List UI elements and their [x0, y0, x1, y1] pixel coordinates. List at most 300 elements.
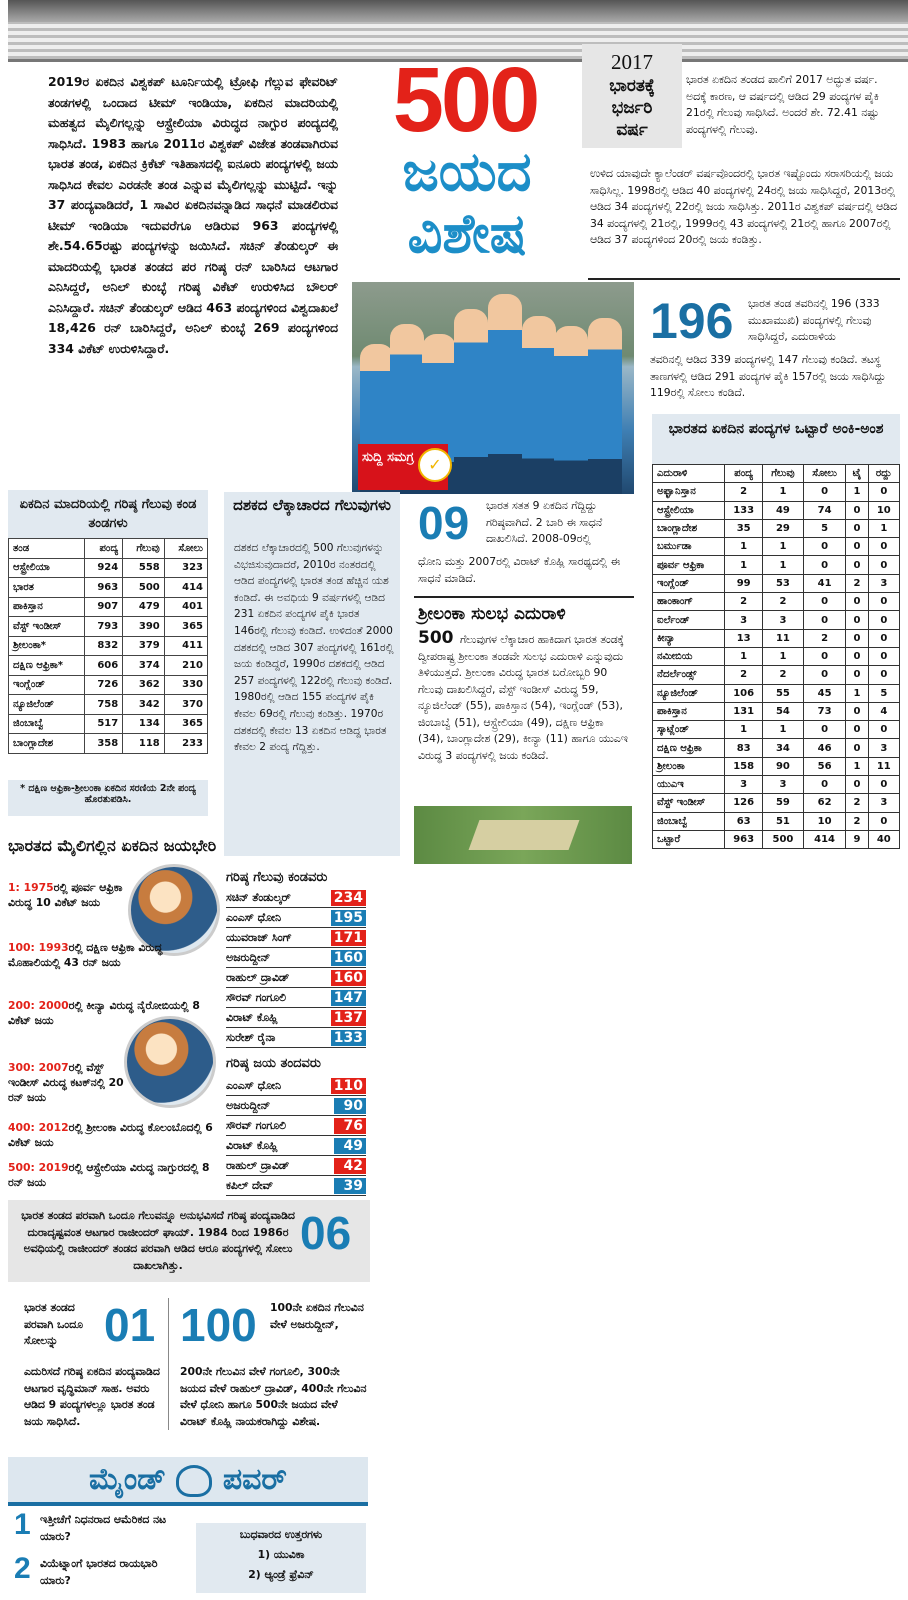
question-1: ಇತ್ತೀಚೆಗೆ ನಿಧನರಾದ ಆಮೆರಿಕದ ನಟ ಯಾರು? [40, 1513, 167, 1543]
leader-count: 137 [331, 1010, 366, 1026]
table-cell: 0 [803, 666, 845, 684]
table-row [653, 556, 900, 574]
srilanka-text: ಗೆಲುವುಗಳ ಲೆಕ್ಕಾಚಾರ ಹಾಕಿದಾಗ ಭಾರತ ತಂಡಕ್ಕೆ ದ್ವೀಪರಾಷ್ಟ್ರ ಶ್ರೀಲಂಕಾ ತಂಡವೇ ಸುಲಭ ಎದುರಾಳಿ ಎನ್ನುವುದು ತಿಳಿಯುತ್ತದೆ. ಶ್ರೀಲಂಕಾ ವಿರುದ್ಧ ಭಾರತ ಬರೋಬ್ಬರಿ 90 ಗೆಲುವು ದಾಖಲಿಸಿದ್ದರೆ, ವೆಸ್ಟ್ ಇಂಡೀಸ್ ವಿರುದ್ಧ 59, ನ್ಯೂಜಿಲೆಂಡ್ (55), ಪಾಕಿಸ್ತಾನ (54), ಇಂಗ್ಲೆಂಡ್ (53), ಜಿಂಬಾಬ್ವೆ (51), ಆಸ್ಟ್ರೇಲಿಯಾ (49), ದಕ್ಷಿಣ ಆಫ್ರಿಕಾ (34), ಬಾಂಗ್ಲಾದೇಶ (29), ಕೀನ್ಯಾ (11) ಹಾಗೂ ಯುಎಇ ವಿರುದ್ಧ 3 ಪಂದ್ಯಗಳಲ್ಲಿ ಜಯ ಕಂಡಿದೆ. [418, 633, 628, 762]
table-row [653, 574, 900, 592]
table-cell: ಆಸ್ಟ್ರೇಲಿಯಾ [653, 501, 725, 519]
table-cell: 1 [725, 647, 763, 665]
table-cell: 62 [803, 794, 845, 812]
leader-name: ವಿರಾಟ್ ಕೊಹ್ಲಿ [226, 1138, 278, 1152]
table-cell: ಭಾರತ [9, 578, 85, 598]
table-cell: 2 [725, 666, 763, 684]
table-cell: 5 [803, 519, 845, 537]
news-badge: ಸುದ್ದಿ ಸಮಗ್ರ [358, 444, 448, 490]
table-row [653, 647, 900, 665]
table-row [9, 734, 208, 754]
table-cell: 558 [123, 558, 165, 578]
table-cell: ಹಾಂಕಾಂಗ್ [653, 593, 725, 611]
divider [414, 596, 634, 598]
table-cell: ಬಾಂಗ್ಲಾದೇಶ [653, 519, 725, 537]
table-cell: 0 [803, 611, 845, 629]
answer-2: 2) ಆ್ಯಂಡ್ರೆ ಫ್ರೆವಿನ್ [248, 1568, 314, 1581]
table-cell: ಇಂಗ್ಲೆಂಡ್ [653, 574, 725, 592]
leader-count: 171 [331, 930, 366, 946]
table-row [9, 714, 208, 734]
table-cell: 358 [84, 734, 122, 754]
table-cell: 362 [123, 675, 165, 695]
table-cell: 59 [763, 794, 804, 812]
table-row [9, 558, 208, 578]
table-cell: 2 [803, 629, 845, 647]
table-cell: 3 [868, 739, 899, 757]
leader-name: ರಾಹುಲ್ ದ್ರಾವಿಡ್ [226, 970, 290, 984]
table-cell: 99 [725, 574, 763, 592]
table-cell: ಬಾಂಗ್ಲಾದೇಶ [9, 734, 85, 754]
leader-name: ಅಜರುದ್ದೀನ್ [226, 1098, 271, 1112]
table-cell: 41 [803, 574, 845, 592]
table-cell: 2 [846, 812, 868, 830]
leader-row [226, 1096, 366, 1116]
answer-1: 1) ಯುವಿಕಾ [257, 1548, 305, 1561]
fact-06-number: 06 [300, 1207, 352, 1259]
table-cell: 54 [763, 702, 804, 720]
leader-count: 49 [334, 1138, 366, 1154]
fact-01-text-b: ಎದುರಿಸದೆ ಗರಿಷ್ಠ ಏಕದಿನ ಪಂದ್ಯವಾಡಿದ ಆಟಗಾರ ವೃದ್ಧಿಮಾನ್ ಸಾಹ. ಅವರು ಆಡಿದ 9 ಪಂದ್ಯಗಳಲ್ಲೂ ಭಾರತ ತಂಡ ಜಯ ಸಾಧಿಸಿದೆ. [24, 1365, 160, 1428]
leader-count: 195 [331, 910, 366, 926]
table-cell: 1 [763, 647, 804, 665]
milestone-100: 100: 1993ರಲ್ಲಿ ದಕ್ಷಿಣ ಆಫ್ರಿಕಾ ವಿರುದ್ಧ ಮೊಹಾಲಿಯಲ್ಲಿ 43 ರನ್ ಜಯ [8, 941, 163, 969]
table-cell: ವೆಸ್ಟ್ ಇಂಡೀಸ್ [653, 794, 725, 812]
table-cell: 106 [725, 684, 763, 702]
table-cell: 0 [868, 812, 899, 830]
table-cell: 414 [164, 578, 207, 598]
milestone-1: 1: 1975ರಲ್ಲಿ ಪೂರ್ವ ಆಫ್ರಿಕಾ ವಿರುದ್ಧ 10 ವಿಕೆಟ್ ಜಯ [8, 881, 123, 909]
table-cell: 13 [725, 629, 763, 647]
milestones-title: ಭಾರತದ ಮೈಲಿಗಲ್ಲಿನ ಏಕದಿನ ಜಯಭೇರಿ [8, 836, 217, 855]
table-cell: 0 [803, 593, 845, 611]
table-row [653, 611, 900, 629]
leader-row [226, 908, 366, 928]
leader-count: 160 [331, 970, 366, 986]
year-2017-l3: ವರ್ಷ [616, 120, 648, 140]
fact-100-number: 100 [180, 1299, 257, 1351]
leader-row [226, 1156, 366, 1176]
table-cell: ಪಾಕಿಸ್ತಾನ [653, 702, 725, 720]
mind-power-title-b: ಪವರ್ [222, 1462, 287, 1497]
table-cell: 4 [868, 702, 899, 720]
answers-title: ಬುಧವಾರದ ಉತ್ತರಗಳು [239, 1528, 323, 1541]
table-cell: ಇಂಗ್ಲೆಂಡ್ [9, 675, 85, 695]
table-cell: 726 [84, 675, 122, 695]
table-cell: 758 [84, 695, 122, 715]
table-cell: ಯುಎಇ [653, 776, 725, 794]
team-table [8, 538, 208, 754]
table-row [9, 675, 208, 695]
table-header: ಎದುರಾಳಿ [653, 465, 725, 483]
table-cell: 11 [868, 757, 899, 775]
table-cell: 134 [123, 714, 165, 734]
table-cell: 1 [846, 684, 868, 702]
table-cell: 0 [846, 666, 868, 684]
mind-power-title-a: ಮೈಂಡ್ [89, 1462, 166, 1497]
leader-row [226, 988, 366, 1008]
milestone-400: 400: 2012ರಲ್ಲಿ ಶ್ರೀಲಂಕಾ ವಿರುದ್ಧ ಕೊಲಂಬೊದಲ್ಲಿ 6 ವಿಕೆಟ್ ಜಯ [8, 1121, 213, 1149]
table-cell: 411 [164, 636, 207, 656]
leader-count: 110 [331, 1078, 366, 1094]
milestone-500: 500: 2019ರಲ್ಲಿ ಆಸ್ಟ್ರೇಲಿಯಾ ವಿರುದ್ಧ ನಾಗ್ಪುರದಲ್ಲಿ 8 ರನ್ ಜಯ [8, 1161, 210, 1189]
table-cell: 401 [164, 597, 207, 617]
table-cell: 0 [846, 647, 868, 665]
table-cell: 479 [123, 597, 165, 617]
table-cell: 342 [123, 695, 165, 715]
table-cell: 0 [846, 519, 868, 537]
table-cell: 0 [868, 483, 899, 501]
table-cell: 1 [846, 483, 868, 501]
table-cell: 3 [725, 776, 763, 794]
table-cell: 517 [84, 714, 122, 734]
leader-name: ಅಜರುದ್ದೀನ್ [226, 950, 271, 964]
table-cell: 3 [868, 794, 899, 812]
table-cell: 1 [725, 538, 763, 556]
table-cell: 3 [763, 611, 804, 629]
fact-196-number: 196 [650, 293, 734, 349]
leader-name: ಸುರೇಶ್ ರೈನಾ [226, 1030, 276, 1044]
divider [8, 1502, 368, 1506]
table-cell: 74 [803, 501, 845, 519]
table-cell: 0 [846, 739, 868, 757]
leader-row [226, 1028, 366, 1048]
headline-line1: ಜಯದ [402, 140, 532, 203]
table-cell: 1 [763, 538, 804, 556]
table-cell: 158 [725, 757, 763, 775]
fact-09-number: 09 [418, 497, 470, 549]
table-cell: 0 [868, 721, 899, 739]
fact-100-text-a: 100ನೇ ಏಕದಿನ ಗೆಲುವಿನ ವೇಳೆ ಅಜರುದ್ದೀನ್, [270, 1301, 364, 1331]
table-header: ಸೋಲು [164, 539, 207, 559]
table-cell: ಅಫ್ಘಾನಿಸ್ತಾನ [653, 483, 725, 501]
fact-09-text-a: ಭಾರತ ಸತತ 9 ಏಕದಿನ ಗೆದ್ದಿದ್ದು ಗರಿಷ್ಠವಾಗಿದೆ. 2 ಬಾರಿ ಈ ಸಾಧನೆ ದಾಖಲಿಸಿದೆ. 2008-09ರಲ್ಲಿ [486, 499, 603, 545]
table-cell: ದಕ್ಷಿಣ ಆಫ್ರಿಕಾ* [9, 656, 85, 676]
table-cell: 118 [123, 734, 165, 754]
srilanka-title: ಶ್ರೀಲಂಕಾ ಸುಲಭ ಎದುರಾಳಿ [418, 604, 566, 624]
table-cell: 0 [868, 666, 899, 684]
table-cell: ಕೀನ್ಯಾ [653, 629, 725, 647]
mind-power-title [8, 1457, 368, 1502]
table-cell: 83 [725, 739, 763, 757]
leader-count: 42 [334, 1158, 366, 1174]
table-row [653, 812, 900, 830]
leader-row [226, 928, 366, 948]
record-table [652, 464, 900, 849]
players-photo [124, 1016, 216, 1108]
table-cell: ನೆದರ್ಲೆಂಡ್ಸ್ [653, 666, 725, 684]
stadium-roof [8, 0, 908, 22]
year-2017: 2017 [611, 50, 653, 74]
table-cell: 210 [164, 656, 207, 676]
table-cell: 606 [84, 656, 122, 676]
table-cell: 1 [763, 483, 804, 501]
leader-row [226, 1136, 366, 1156]
table-cell: 1 [763, 721, 804, 739]
table-cell: ಬರ್ಮುಡಾ [653, 538, 725, 556]
milestone-300: 300: 2007ರಲ್ಲಿ ವೆಸ್ಟ್ ಇಂಡೀಸ್ ವಿರುದ್ಧ ಕಟಕ್‌ನಲ್ಲಿ 20 ರನ್ ಜಯ [8, 1061, 124, 1104]
table-cell: 0 [868, 611, 899, 629]
leader-name: ಎಂಎಸ್ ಧೋನಿ [226, 910, 282, 924]
table-cell: 63 [725, 812, 763, 830]
table-cell: 330 [164, 675, 207, 695]
table-cell: 90 [763, 757, 804, 775]
table-cell: ಪೂರ್ವ ಆಫ್ರಿಕಾ [653, 556, 725, 574]
table-cell: 3 [725, 611, 763, 629]
table-row [653, 501, 900, 519]
table-cell: 126 [725, 794, 763, 812]
table-row [653, 757, 900, 775]
record-table-header [652, 414, 900, 464]
year-2017-box [582, 44, 682, 148]
table-cell: 390 [123, 617, 165, 637]
table-cell: 793 [84, 617, 122, 637]
fact-196-text-a: ಭಾರತ ತಂಡ ತವರಿನಲ್ಲಿ 196 (333 ಮುಖಾಮುಖಿ) ಪಂದ್ಯಗಳಲ್ಲಿ ಗೆಲುವು ಸಾಧಿಸಿದ್ದರೆ, ಎದುರಾಳಿಯ [748, 297, 880, 343]
table-cell: ಐರ್ಲೆಂಡ್ [653, 611, 725, 629]
table-cell: ನಮೀಬಿಯ [653, 647, 725, 665]
table-cell: 53 [763, 574, 804, 592]
question-2-number: 2 [14, 1552, 31, 1585]
team-table-title: ಏಕದಿನ ಮಾದರಿಯಲ್ಲಿ ಗರಿಷ್ಠ ಗೆಲುವು ಕಂಡ ತಂಡಗಳು [19, 497, 197, 531]
table-cell: 924 [84, 558, 122, 578]
headline-500: 500 [392, 49, 538, 151]
table-cell: ಜಿಂಬಾಬ್ವೆ [9, 714, 85, 734]
table-cell: 0 [868, 538, 899, 556]
table-cell: ಆಸ್ಟ್ರೇಲಿಯಾ [9, 558, 85, 578]
headline-line2: ವಿಶೇಷ [407, 202, 527, 265]
table-row [9, 636, 208, 656]
table-cell: 35 [725, 519, 763, 537]
table-cell: 0 [803, 721, 845, 739]
table-cell: 40 [868, 830, 899, 848]
decade-title: ದಶಕದ ಲೆಕ್ಕಾಚಾರದ ಗೆಲುವುಗಳು [233, 496, 391, 514]
table-cell: 2 [763, 593, 804, 611]
table-cell: 0 [846, 556, 868, 574]
table-cell: 5 [868, 684, 899, 702]
fact-01-text-a: ಭಾರತ ತಂಡದ ಪರವಾಗಿ ಒಂದೂ ಸೋಲನ್ನು [24, 1301, 83, 1347]
leader-row [226, 1008, 366, 1028]
table-cell: 2 [725, 593, 763, 611]
table-cell: 0 [846, 702, 868, 720]
table-cell: 133 [725, 501, 763, 519]
table-header: ಸೋಲು [803, 465, 845, 483]
divider [168, 1298, 169, 1430]
table-cell: ಜಿಂಬಾಬ್ವೆ [653, 812, 725, 830]
table-row [653, 593, 900, 611]
leader-count: 39 [334, 1178, 366, 1194]
leader-name: ಸಚಿನ್ ತೆಂಡುಲ್ಕರ್ [226, 890, 291, 904]
table-cell: 0 [868, 556, 899, 574]
record-table-title: ಭಾರತದ ಏಕದಿನ ಪಂದ್ಯಗಳ ಒಟ್ಟಾರೆ ಅಂಕಿ-ಅಂಶ [668, 421, 884, 437]
team-table-header [8, 490, 208, 538]
table-cell: 0 [803, 483, 845, 501]
decade-text: ದಶಕದ ಲೆಕ್ಕಾಚಾರದಲ್ಲಿ 500 ಗೆಲುವುಗಳನ್ನು ವಿಭಜಿಸುವುದಾದರೆ, 2010ರ ನಂತರದಲ್ಲಿ ಆಡಿದ ಪಂದ್ಯಗಳಲ್ಲಿ ಭಾರತ ತಂಡ ಹೆಚ್ಚಿನ ಯಶ ಕಂಡಿದೆ. ಈ ಅವಧಿಯ 9 ವರ್ಷಗಳಲ್ಲಿ ಆಡಿದ 231 ಏಕದಿನ ಪಂದ್ಯಗಳ ಪೈಕಿ ಭಾರತ 146ರಲ್ಲಿ ಗೆಲುವು ಕಂಡಿದೆ. ಉಳಿದಂತೆ 2000 ದಶಕದಲ್ಲಿ ಆಡಿದ 307 ಪಂದ್ಯಗಳಲ್ಲಿ 161ರಲ್ಲಿ ಜಯ ಕಂಡಿದ್ದರೆ, 1990ರ ದಶಕದಲ್ಲಿ ಆಡಿದ 257 ಪಂದ್ಯಗಳಲ್ಲಿ 122ರಲ್ಲಿ ಗೆಲುವು ಕಂಡಿದೆ. 1980ರಲ್ಲಿ ಆಡಿದ 155 ಪಂದ್ಯಗಳ ಪೈಕಿ ಕೇವಲ 69ರಲ್ಲಿ ಗೆಲುವು ಕಂಡಿತ್ತು. 1970ರ ದಶಕದಲ್ಲಿ ಕೇವಲ 13 ಏಕದಿನ ಆಡಿದ್ದ ಭಾರತ ಕೇವಲ 2 ಪಂದ್ಯ ಗೆದ್ದಿತ್ತು. [234, 542, 394, 754]
leader-name: ಸೌರವ್ ಗಂಗೂಲಿ [226, 990, 286, 1004]
table-cell: 3 [868, 574, 899, 592]
table-cell: 1 [763, 556, 804, 574]
table-cell: 0 [868, 629, 899, 647]
table-cell: 131 [725, 702, 763, 720]
max-wins-title: ಗರಿಷ್ಠ ಗೆಲುವು ಕಂಡವರು [226, 870, 328, 885]
table-cell: 56 [803, 757, 845, 775]
table-row [653, 702, 900, 720]
fact-01-number: 01 [104, 1299, 156, 1351]
table-row [9, 578, 208, 598]
table-cell: 832 [84, 636, 122, 656]
table-cell: 1 [846, 757, 868, 775]
leader-count: 133 [331, 1030, 366, 1046]
table-row [653, 538, 900, 556]
max-wins-list [226, 888, 366, 1048]
table-cell: ನ್ಯೂಜಿಲೆಂಡ್ [653, 684, 725, 702]
leader-count: 234 [331, 890, 366, 906]
year-2017-l1: ಭಾರತಕ್ಕೆ [609, 76, 655, 96]
cricket-pitch-photo [414, 806, 632, 864]
question-2: ವಿಯೆಟ್ನಾಂಗೆ ಭಾರತದ ರಾಯಭಾರಿ ಯಾರು? [40, 1557, 158, 1587]
leader-row [226, 1076, 366, 1096]
table-cell: 2 [846, 574, 868, 592]
team-table-note: * ದಕ್ಷಿಣ ಆಫ್ರಿಕಾ-ಶ್ರೀಲಂಕಾ ಏಕದಿನ ಸರಣಿಯ 2ನೇ ಪಂದ್ಯ ಹೊರತುಪಡಿಸಿ. [8, 780, 208, 816]
srilanka-lead: 500 [418, 628, 454, 648]
table-cell: 49 [763, 501, 804, 519]
captains-list [226, 1076, 366, 1196]
table-cell: 3 [763, 776, 804, 794]
table-cell: 9 [846, 830, 868, 848]
table-cell: 0 [868, 647, 899, 665]
leader-name: ಯುವರಾಜ್ ಸಿಂಗ್ [226, 930, 292, 944]
fact-09-text-b: ಧೋನಿ ಮತ್ತು 2007ರಲ್ಲಿ ವಿರಾಟ್ ಕೊಹ್ಲಿ ಸಾರಥ್ಯದಲ್ಲಿ ಈ ಸಾಧನೆ ಮಾಡಿದೆ. [418, 555, 620, 585]
table-cell: 1 [725, 556, 763, 574]
table-row [653, 721, 900, 739]
table-cell: 500 [123, 578, 165, 598]
year-2017-l2: ಭರ್ಜರಿ [611, 98, 653, 118]
leader-row [226, 1116, 366, 1136]
table-cell: 0 [803, 776, 845, 794]
table-cell: 0 [803, 538, 845, 556]
table-cell: 374 [123, 656, 165, 676]
table-cell: ನ್ಯೂಜಿಲೆಂಡ್ [9, 695, 85, 715]
table-row [653, 776, 900, 794]
table-cell: 0 [846, 721, 868, 739]
fact-100-text-b: 200ನೇ ಗೆಲುವಿನ ವೇಳೆ ಗಂಗೂಲಿ, 300ನೇ ಜಯದ ವೇಳೆ ರಾಹುಲ್ ದ್ರಾವಿಡ್, 400ನೇ ಗೆಲುವಿನ ವೇಳೆ ಧೋನಿ ಹಾಗೂ 500ನೇ ಜಯದ ವೇಳೆ ವಿರಾಟ್ ಕೊಹ್ಲಿ ನಾಯಕರಾಗಿದ್ದು ವಿಶೇಷ. [180, 1365, 367, 1428]
table-cell: 0 [846, 611, 868, 629]
table-header: ಪಂದ್ಯ [84, 539, 122, 559]
table-cell: 1 [725, 721, 763, 739]
table-row [9, 695, 208, 715]
captains-title: ಗರಿಷ್ಠ ಜಯ ತಂದವರು [226, 1056, 321, 1071]
table-cell: 11 [763, 629, 804, 647]
table-cell: 907 [84, 597, 122, 617]
table-header: ರದ್ದು [868, 465, 899, 483]
leader-name: ಕಪಿಲ್ ದೇವ್ [226, 1178, 273, 1192]
table-row [653, 684, 900, 702]
table-cell: 51 [763, 812, 804, 830]
table-cell: 500 [763, 830, 804, 848]
table-cell: 963 [84, 578, 122, 598]
table-header: ಟೈ [846, 465, 868, 483]
leader-row [226, 888, 366, 908]
table-cell: 55 [763, 684, 804, 702]
table-cell: 2 [763, 666, 804, 684]
table-cell: ಸ್ಕಾಟ್ಲೆಂಡ್ [653, 721, 725, 739]
leader-row [226, 948, 366, 968]
leader-row [226, 1176, 366, 1196]
table-cell: 0 [803, 556, 845, 574]
brain-icon [176, 1465, 212, 1497]
fact-06-text: ಭಾರತ ತಂಡದ ಪರವಾಗಿ ಒಂದೂ ಗೆಲುವನ್ನೂ ಅನುಭವಿಸದೆ ಗರಿಷ್ಠ ಪಂದ್ಯವಾಡಿದ ದುರಾದೃಷ್ಟವಂತ ಆಟಗಾರ ರಾಜೀಂದರ್ ಘಾಯ್. 1984 ರಿಂದ 1986ರ ಅವಧಿಯಲ್ಲಿ ರಾಜೀಂದರ್ ತಂಡದ ಪರವಾಗಿ ಆಡಿದ ಆರೂ ಪಂದ್ಯಗಳಲ್ಲಿ ಸೋಲು ದಾಖಲಾಗಿತ್ತು. [21, 1209, 295, 1272]
leader-count: 90 [334, 1098, 366, 1114]
table-cell: 10 [868, 501, 899, 519]
table-cell: 365 [164, 714, 207, 734]
table-cell: 0 [868, 776, 899, 794]
table-cell: 45 [803, 684, 845, 702]
table-cell: 0 [846, 629, 868, 647]
table-row [653, 483, 900, 501]
year-2017-text-a: ಭಾರತ ಏಕದಿನ ತಂಡದ ಪಾಲಿಗೆ 2017 ಅದ್ಭುತ ವರ್ಷ. ಅದಕ್ಕೆ ಕಾರಣ, ಆ ವರ್ಷದಲ್ಲಿ ಆಡಿದ 29 ಪಂದ್ಯಗಳ ಪೈಕಿ 21ರಲ್ಲಿ ಗೆಲುವು ಸಾಧಿಸಿದೆ. ಅಂದರೆ ಶೇ. 72.41 ನಷ್ಟು ಪಂದ್ಯಗಳಲ್ಲಿ ಗೆಲುವು. [686, 73, 879, 136]
fact-196-text-b: ತವರಿನಲ್ಲಿ ಆಡಿದ 339 ಪಂದ್ಯಗಳಲ್ಲಿ 147 ಗೆಲುವು ಕಂಡಿದೆ. ತಟಸ್ಥ ತಾಣಗಳಲ್ಲಿ ಆಡಿದ 291 ಪಂದ್ಯಗಳ ಪೈಕಿ 157ರಲ್ಲಿ ಜಯ ಸಾಧಿಸಿದ್ದು 119ರಲ್ಲಿ ಸೋಲು ಕಂಡಿದೆ. [650, 353, 886, 399]
table-cell: 379 [123, 636, 165, 656]
table-cell: 233 [164, 734, 207, 754]
table-cell: 34 [763, 739, 804, 757]
year-2017-text-b: ಉಳಿದ ಯಾವುದೇ ಕ್ಯಾಲೆಂಡರ್ ವರ್ಷವೊಂದರಲ್ಲಿ ಭಾರತ ಇಷ್ಟೊಂದು ಸರಾಸರಿಯಲ್ಲಿ ಜಯ ಸಾಧಿಸಿಲ್ಲ. 1998ರಲ್ಲಿ ಆಡಿದ 40 ಪಂದ್ಯಗಳಲ್ಲಿ 24ರಲ್ಲಿ ಜಯ ಸಾಧಿಸಿದ್ದರೆ, 2013ರಲ್ಲಿ ಆಡಿದ 34 ಪಂದ್ಯಗಳಲ್ಲಿ 22ರಲ್ಲಿ ಜಯ ಸಾಧಿಸಿತ್ತು. 2011ರ ವಿಶ್ವಕಪ್ ವರ್ಷದಲ್ಲಿ ಆಡಿದ 34 ಪಂದ್ಯಗಳಲ್ಲಿ 21ರಲ್ಲಿ, 1999ರಲ್ಲಿ 43 ಪಂದ್ಯಗಳಲ್ಲಿ 21ರಲ್ಲಿ ಹಾಗೂ 2007ರಲ್ಲಿ ಆಡಿದ 37 ಪಂದ್ಯಗಳಿಂದ 20ರಲ್ಲಿ ಜಯ ಕಂಡಿತ್ತು. [590, 167, 897, 246]
table-cell: 1 [868, 519, 899, 537]
table-row [9, 656, 208, 676]
table-cell: 29 [763, 519, 804, 537]
table-cell: 10 [803, 812, 845, 830]
table-row [9, 617, 208, 637]
table-cell: ಶ್ರೀಲಂಕಾ* [9, 636, 85, 656]
table-header: ಗೆಲುವು [763, 465, 804, 483]
table-cell: 370 [164, 695, 207, 715]
table-cell: ಶ್ರೀಲಂಕಾ [653, 757, 725, 775]
table-cell: 0 [803, 647, 845, 665]
table-cell: 323 [164, 558, 207, 578]
leader-count: 160 [331, 950, 366, 966]
divider [588, 278, 900, 280]
table-cell: ಪಾಕಿಸ್ತಾನ [9, 597, 85, 617]
table-cell: 2 [725, 483, 763, 501]
table-cell: 365 [164, 617, 207, 637]
checkmark-icon: ✓ [418, 448, 452, 482]
table-cell: ಒಟ್ಟಾರೆ [653, 830, 725, 848]
table-cell: 0 [846, 593, 868, 611]
leader-name: ಸೌರವ್ ಗಂಗೂಲಿ [226, 1118, 286, 1132]
table-row [653, 519, 900, 537]
table-header: ಗೆಲುವು [123, 539, 165, 559]
table-row [653, 739, 900, 757]
table-header: ತಂಡ [9, 539, 85, 559]
intro-paragraph: 2019ರ ಏಕದಿನ ವಿಶ್ವಕಪ್ ಟೂರ್ನಿಯಲ್ಲಿ ಟ್ರೋಫಿ ಗೆಲ್ಲುವ ಫೇವರಿಟ್ ತಂಡಗಳಲ್ಲಿ ಒಂದಾದ ಟೀಮ್ ಇಂಡಿಯಾ, ಏಕದಿನ ಮಾದರಿಯಲ್ಲಿ ಮಹತ್ವದ ಮೈಲಿಗಲ್ಲನ್ನು ಆಸ್ಟ್ರೇಲಿಯಾ ವಿರುದ್ಧದ ನಾಗ್ಪುರ ಪಂದ್ಯದಲ್ಲಿ ಸಾಧಿಸಿದೆ. 1983 ಹಾಗೂ 2011ರ ವಿಶ್ವಕಪ್ ವಿಜೇತ ತಂಡವಾಗಿರುವ ಭಾರತ ತಂಡ, ಏಕದಿನ ಕ್ರಿಕೆಟ್ ಇತಿಹಾಸದಲ್ಲಿ ಐನೂರು ಪಂದ್ಯಗಳಲ್ಲಿ ಜಯ ಸಾಧಿಸಿದ ಕೇವಲ ಎರಡನೇ ತಂಡ ಎನ್ನುವ ಮೈಲಿಗಲ್ಲನ್ನು ಮುಟ್ಟಿದೆ. ಇನ್ನು 37 ಪಂದ್ಯವಾಡಿದರೆ, 1 ಸಾವಿರ ಏಕದಿನವನ್ನಾಡಿದ ಸಾಧನೆ ಮಾಡಲಿರುವ ಟೀಮ್ ಇಂಡಿಯಾ ಇದುವರೆಗೂ ಆಡಿರುವ 963 ಪಂದ್ಯಗಳಲ್ಲಿ ಶೇ.54.65ರಷ್ಟು ಪಂದ್ಯಗಳನ್ನು ಜಯಿಸಿದೆ. ಸಚಿನ್ ತೆಂಡುಲ್ಕರ್ ಈ ಮಾದರಿಯಲ್ಲಿ ಭಾರತ ತಂಡದ ಪರ ಗರಿಷ್ಠ ರನ್ ಬಾರಿಸಿದ ಆಟಗಾರ ಎನಿಸಿದ್ದರೆ, ಅನಿಲ್ ಕುಂಬ್ಳೆ ಗರಿಷ್ಠ ವಿಕೆಟ್ ಉರುಳಿಸಿದ ಬೌಲರ್ ಎನಿಸಿದ್ದಾರೆ. ಸಚಿನ್ ತೆಂಡುಲ್ಕರ್ ಆಡಿದ 463 ಪಂದ್ಯಗಳಿಂದ ವಿಶ್ವದಾಖಲೆ 18,426 ರನ್ ಬಾರಿಸಿದ್ದರೆ, ಅನಿಲ್ ಕುಂಬ್ಳೆ 269 ಪಂದ್ಯಗಳಿಂದ 334 ವಿಕೆಟ್ ಉರುಳಿಸಿದ್ದಾರೆ. [48, 74, 338, 356]
table-cell: 0 [846, 538, 868, 556]
table-cell: 963 [725, 830, 763, 848]
leader-name: ರಾಹುಲ್ ದ್ರಾವಿಡ್ [226, 1158, 290, 1172]
table-row [653, 666, 900, 684]
milestone-200: 200: 2000ರಲ್ಲಿ ಕೀನ್ಯಾ ವಿರುದ್ಧ ನೈರೋಬಿಯಲ್ಲಿ 8 ವಿಕೆಟ್ ಜಯ [8, 999, 200, 1027]
table-cell: 46 [803, 739, 845, 757]
table-cell: ದಕ್ಷಿಣ ಆಫ್ರಿಕಾ [653, 739, 725, 757]
table-cell: ವೆಸ್ಟ್ ಇಂಡೀಸ್ [9, 617, 85, 637]
leader-name: ವಿರಾಟ್ ಕೊಹ್ಲಿ [226, 1010, 278, 1024]
table-cell: 2 [846, 794, 868, 812]
table-row [653, 629, 900, 647]
leader-count: 76 [334, 1118, 366, 1134]
table-cell: 0 [846, 501, 868, 519]
table-row [9, 597, 208, 617]
leader-name: ಎಂಎಸ್ ಧೋನಿ [226, 1078, 282, 1092]
